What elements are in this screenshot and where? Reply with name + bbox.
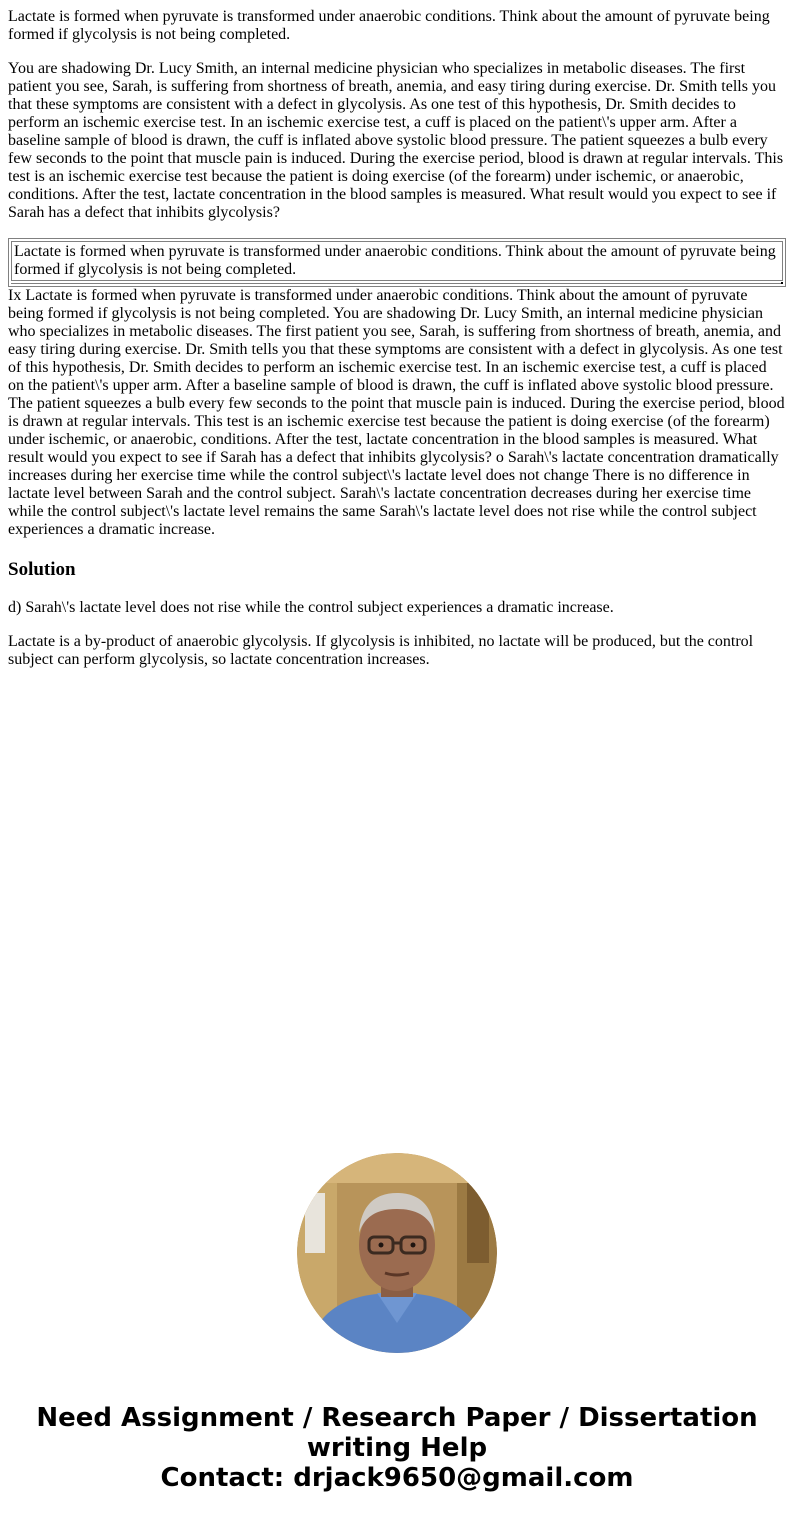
solution-answer: d) Sarah\'s lactate level does not rise while the control subject experiences a dramatic increase. bbox=[8, 599, 614, 616]
scenario-paragraph: You are shadowing Dr. Lucy Smith, an internal medicine physician who specializes in metabolic diseases. The first patient you see, Sarah, is suffering from shortness of breath, anemia, and easy tiring during exercise. Dr. Smith tells you that these symptoms are consistent with a defect in glycolysis. As one test of this hypothesis, Dr. Smith decides to perform an ischemic exercise test. In an ischemic exercise test, a cuff is placed on the patient\'s upper arm. After a baseline sample of blood is drawn, the cuff is inflated above systolic blood pressure. The patient squeezes a bulb every few seconds to the point that muscle pain is induced. During the exercise period, blood is drawn at regular intervals. This test is an ischemic exercise test because the patient is doing exercise (of the forearm) under ischemic, or anaerobic, conditions. After the test, lactate concentration in the blood samples is measured. What result would you expect to see if Sarah has a defect that inhibits glycolysis? bbox=[8, 60, 784, 221]
hint-box bbox=[8, 238, 786, 287]
hint-paragraph: Lactate is formed when pyruvate is transformed under anaerobic conditions. Think about the amount of pyruvate being formed if glycolysis is not being completed. bbox=[8, 8, 770, 43]
footer-contact bbox=[0, 1403, 794, 1493]
footer-line-3: Contact: drjack9650@gmail.com bbox=[160, 1463, 634, 1493]
footer-line-2: writing Help bbox=[306, 1433, 488, 1463]
solution-explanation: Lactate is a by-product of anaerobic glycolysis. If glycolysis is inhibited, no lactate will be produced, but the control subject can perform glycolysis, so lactate concentration increases. bbox=[8, 633, 754, 668]
solution-heading: Solution bbox=[8, 559, 76, 580]
hint-box-rule bbox=[11, 283, 783, 285]
author-avatar bbox=[297, 1153, 497, 1353]
hint-box-cell: Lactate is formed when pyruvate is transformed under anaerobic conditions. Think about the amount of pyruvate being formed if glycolysis is not being completed. bbox=[11, 241, 783, 281]
question-full-text: Ix Lactate is formed when pyruvate is transformed under anaerobic conditions. Think about the amount of pyruvate being formed if glycolysis is not being completed. You are shadowing Dr. Lucy Smith, an internal medicine physician who specializes in metabolic diseases. The first patient you see, Sarah, is suffering from shortness of breath, anemia, and easy tiring during exercise. Dr. Smith tells you that these symptoms are consistent with a defect in glycolysis. As one test of this hypothesis, Dr. Smith decides to perform an ischemic exercise test. In an ischemic exercise test, a cuff is placed on the patient\'s upper arm. After a baseline sample of blood is drawn, the cuff is inflated above systolic blood pressure. The patient squeezes a bulb every few seconds to the point that muscle pain is induced. During the exercise period, blood is drawn at regular intervals. This test is an ischemic exercise test because the patient is doing exercise (of the forearm) under ischemic, or anaerobic, conditions. After the test, lactate concentration in the blood samples is measured. What result would you expect to see if Sarah has a defect that inhibits glycolysis? o Sarah\'s lactate concentration dramatically increases during her exercise time while the control subject\'s lactate level does not change There is no difference in lactate level between Sarah and the control subject. Sarah\'s lactate concentration decreases during her exercise time while the control subject\'s lactate level remains the same Sarah\'s lactate level does not rise while the control subject experiences a dramatic increase. bbox=[8, 287, 785, 538]
document-content bbox=[8, 8, 786, 685]
footer-line-1: Need Assignment / Research Paper / Dissertation bbox=[36, 1403, 758, 1433]
person-photo-icon bbox=[297, 1153, 497, 1353]
hint-box-dot bbox=[781, 282, 783, 284]
